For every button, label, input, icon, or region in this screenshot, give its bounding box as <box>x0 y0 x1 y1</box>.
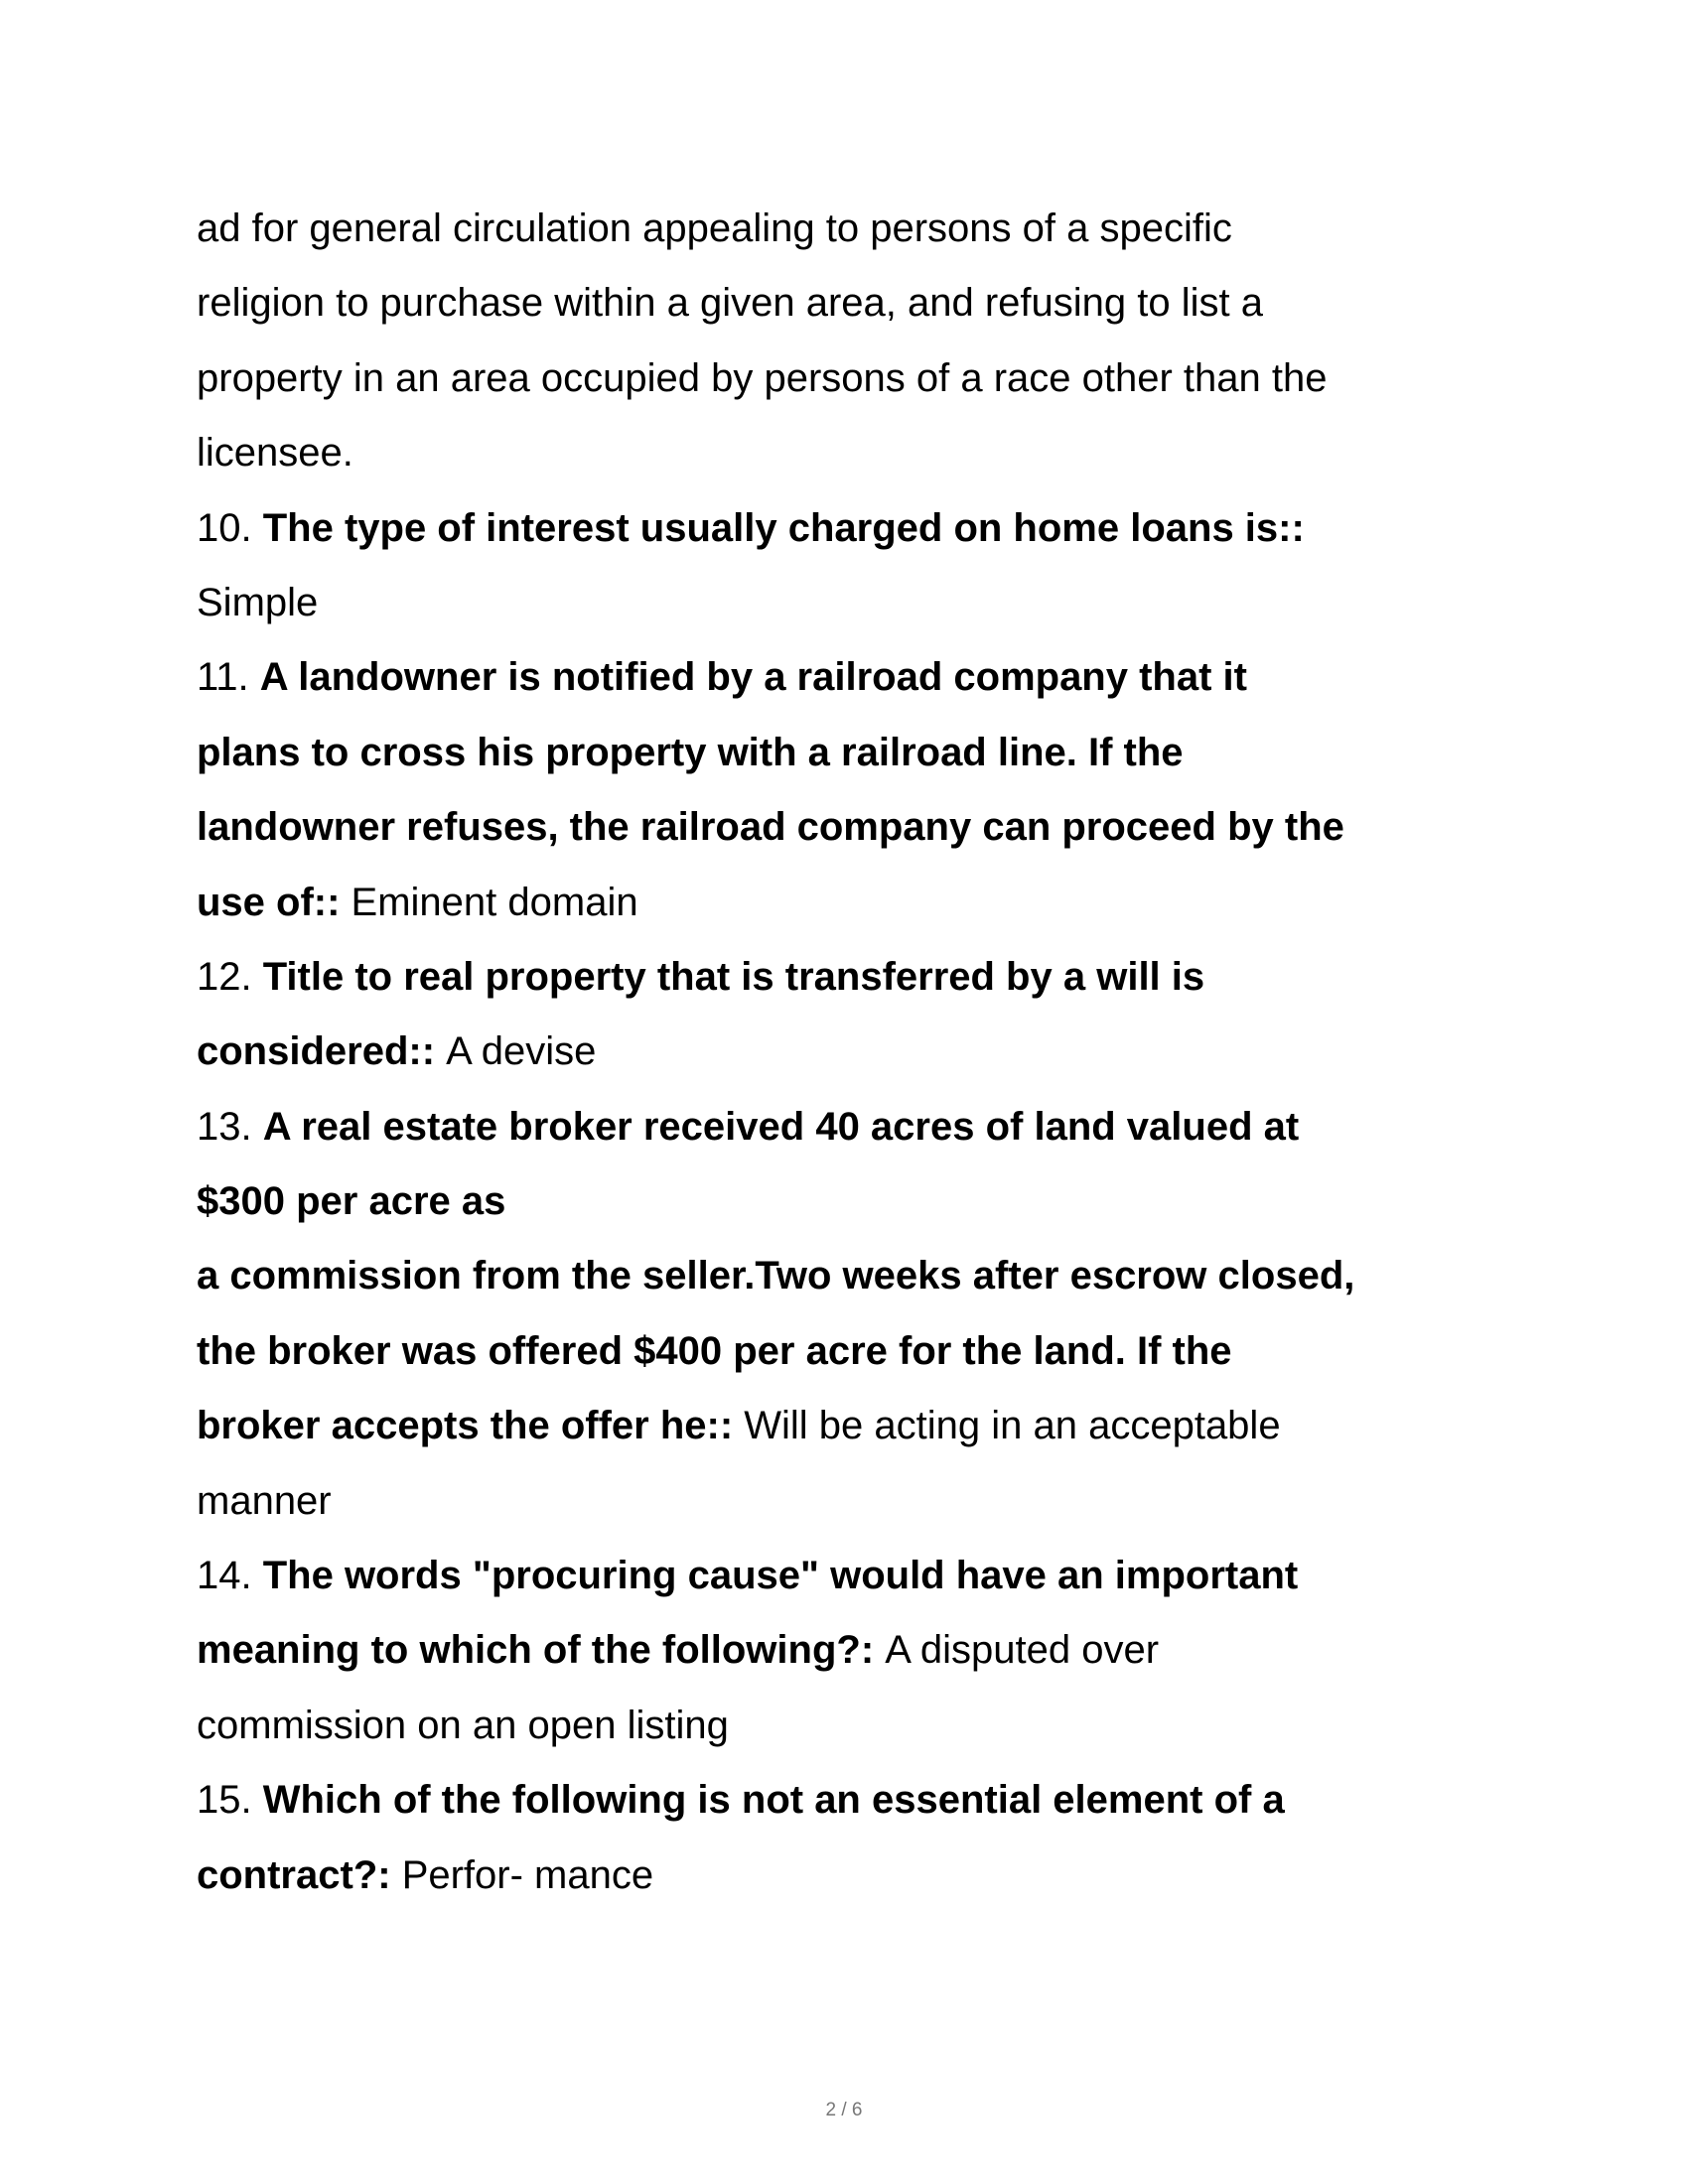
question-text: The words "procuring cause" would have an important <box>262 1554 1299 1598</box>
answer-text: religion to purchase within a given area, and refusing to list a <box>197 281 1263 326</box>
answer-text: 12. <box>197 954 263 999</box>
text-line <box>197 1539 1354 1613</box>
answer-text: 10. <box>197 505 263 550</box>
text-line <box>197 566 1354 640</box>
question-text: meaning to which of the following?: <box>197 1628 886 1673</box>
answer-text: 13. <box>197 1104 263 1149</box>
question-text: A landowner is notified by a railroad company that it <box>259 655 1247 700</box>
document-body <box>197 192 1354 1913</box>
answer-text: 15. <box>197 1778 263 1823</box>
answer-text: Eminent domain <box>351 880 638 924</box>
text-line <box>197 266 1354 341</box>
question-text: landowner refuses, the railroad company can proceed by the <box>197 805 1344 850</box>
text-line <box>197 1164 1354 1239</box>
question-text: contract?: <box>197 1852 402 1897</box>
question-text: Title to real property that is transferred by a will is <box>262 954 1205 999</box>
question-text: a commission from the seller.Two weeks after escrow closed, <box>197 1254 1355 1298</box>
text-line <box>197 716 1354 790</box>
text-line <box>197 1389 1354 1463</box>
text-line <box>197 1464 1354 1539</box>
answer-text: property in an area occupied by persons of a race other than the <box>197 355 1328 400</box>
text-line <box>197 192 1354 266</box>
answer-text: A disputed over <box>885 1628 1160 1673</box>
question-text: plans to cross his property with a railroad line. If the <box>197 730 1184 774</box>
text-line <box>197 1090 1354 1164</box>
text-line <box>197 1015 1354 1089</box>
text-line <box>197 1613 1354 1688</box>
question-text: $300 per acre as <box>197 1179 506 1224</box>
answer-text: manner <box>197 1478 332 1523</box>
answer-text: 14. <box>197 1554 263 1598</box>
question-text: Which of the following is not an essential element of a <box>262 1778 1285 1823</box>
answer-text: licensee. <box>197 431 353 476</box>
answer-text: Simple <box>197 580 319 624</box>
question-text: broker accepts the offer he:: <box>197 1404 745 1448</box>
text-line <box>197 1763 1354 1838</box>
text-line <box>197 1314 1354 1389</box>
text-line <box>197 866 1354 940</box>
answer-text: commission on an open listing <box>197 1703 729 1747</box>
text-line <box>197 1689 1354 1763</box>
answer-text: Perfor- mance <box>401 1852 654 1897</box>
text-line <box>197 416 1354 490</box>
text-line <box>197 940 1354 1015</box>
question-text: the broker was offered $400 per acre for the land. If the <box>197 1328 1232 1373</box>
answer-text: 11. <box>197 655 260 700</box>
question-text: The type of interest usually charged on home loans is:: <box>262 505 1305 550</box>
answer-text: Will be acting in an acceptable <box>744 1404 1281 1448</box>
page-indicator: 2 / 6 <box>825 2100 863 2120</box>
text-line <box>197 1239 1354 1313</box>
text-line <box>197 491 1354 566</box>
text-line <box>197 790 1354 865</box>
answer-text: A devise <box>446 1029 597 1074</box>
question-text: considered:: <box>197 1029 447 1074</box>
text-line <box>197 341 1354 416</box>
text-line <box>197 640 1354 715</box>
text-line <box>197 1839 1354 1913</box>
question-text: A real estate broker received 40 acres of land valued at <box>262 1104 1300 1149</box>
question-text: use of:: <box>197 880 352 924</box>
answer-text: ad for general circulation appealing to persons of a specific <box>197 206 1232 250</box>
